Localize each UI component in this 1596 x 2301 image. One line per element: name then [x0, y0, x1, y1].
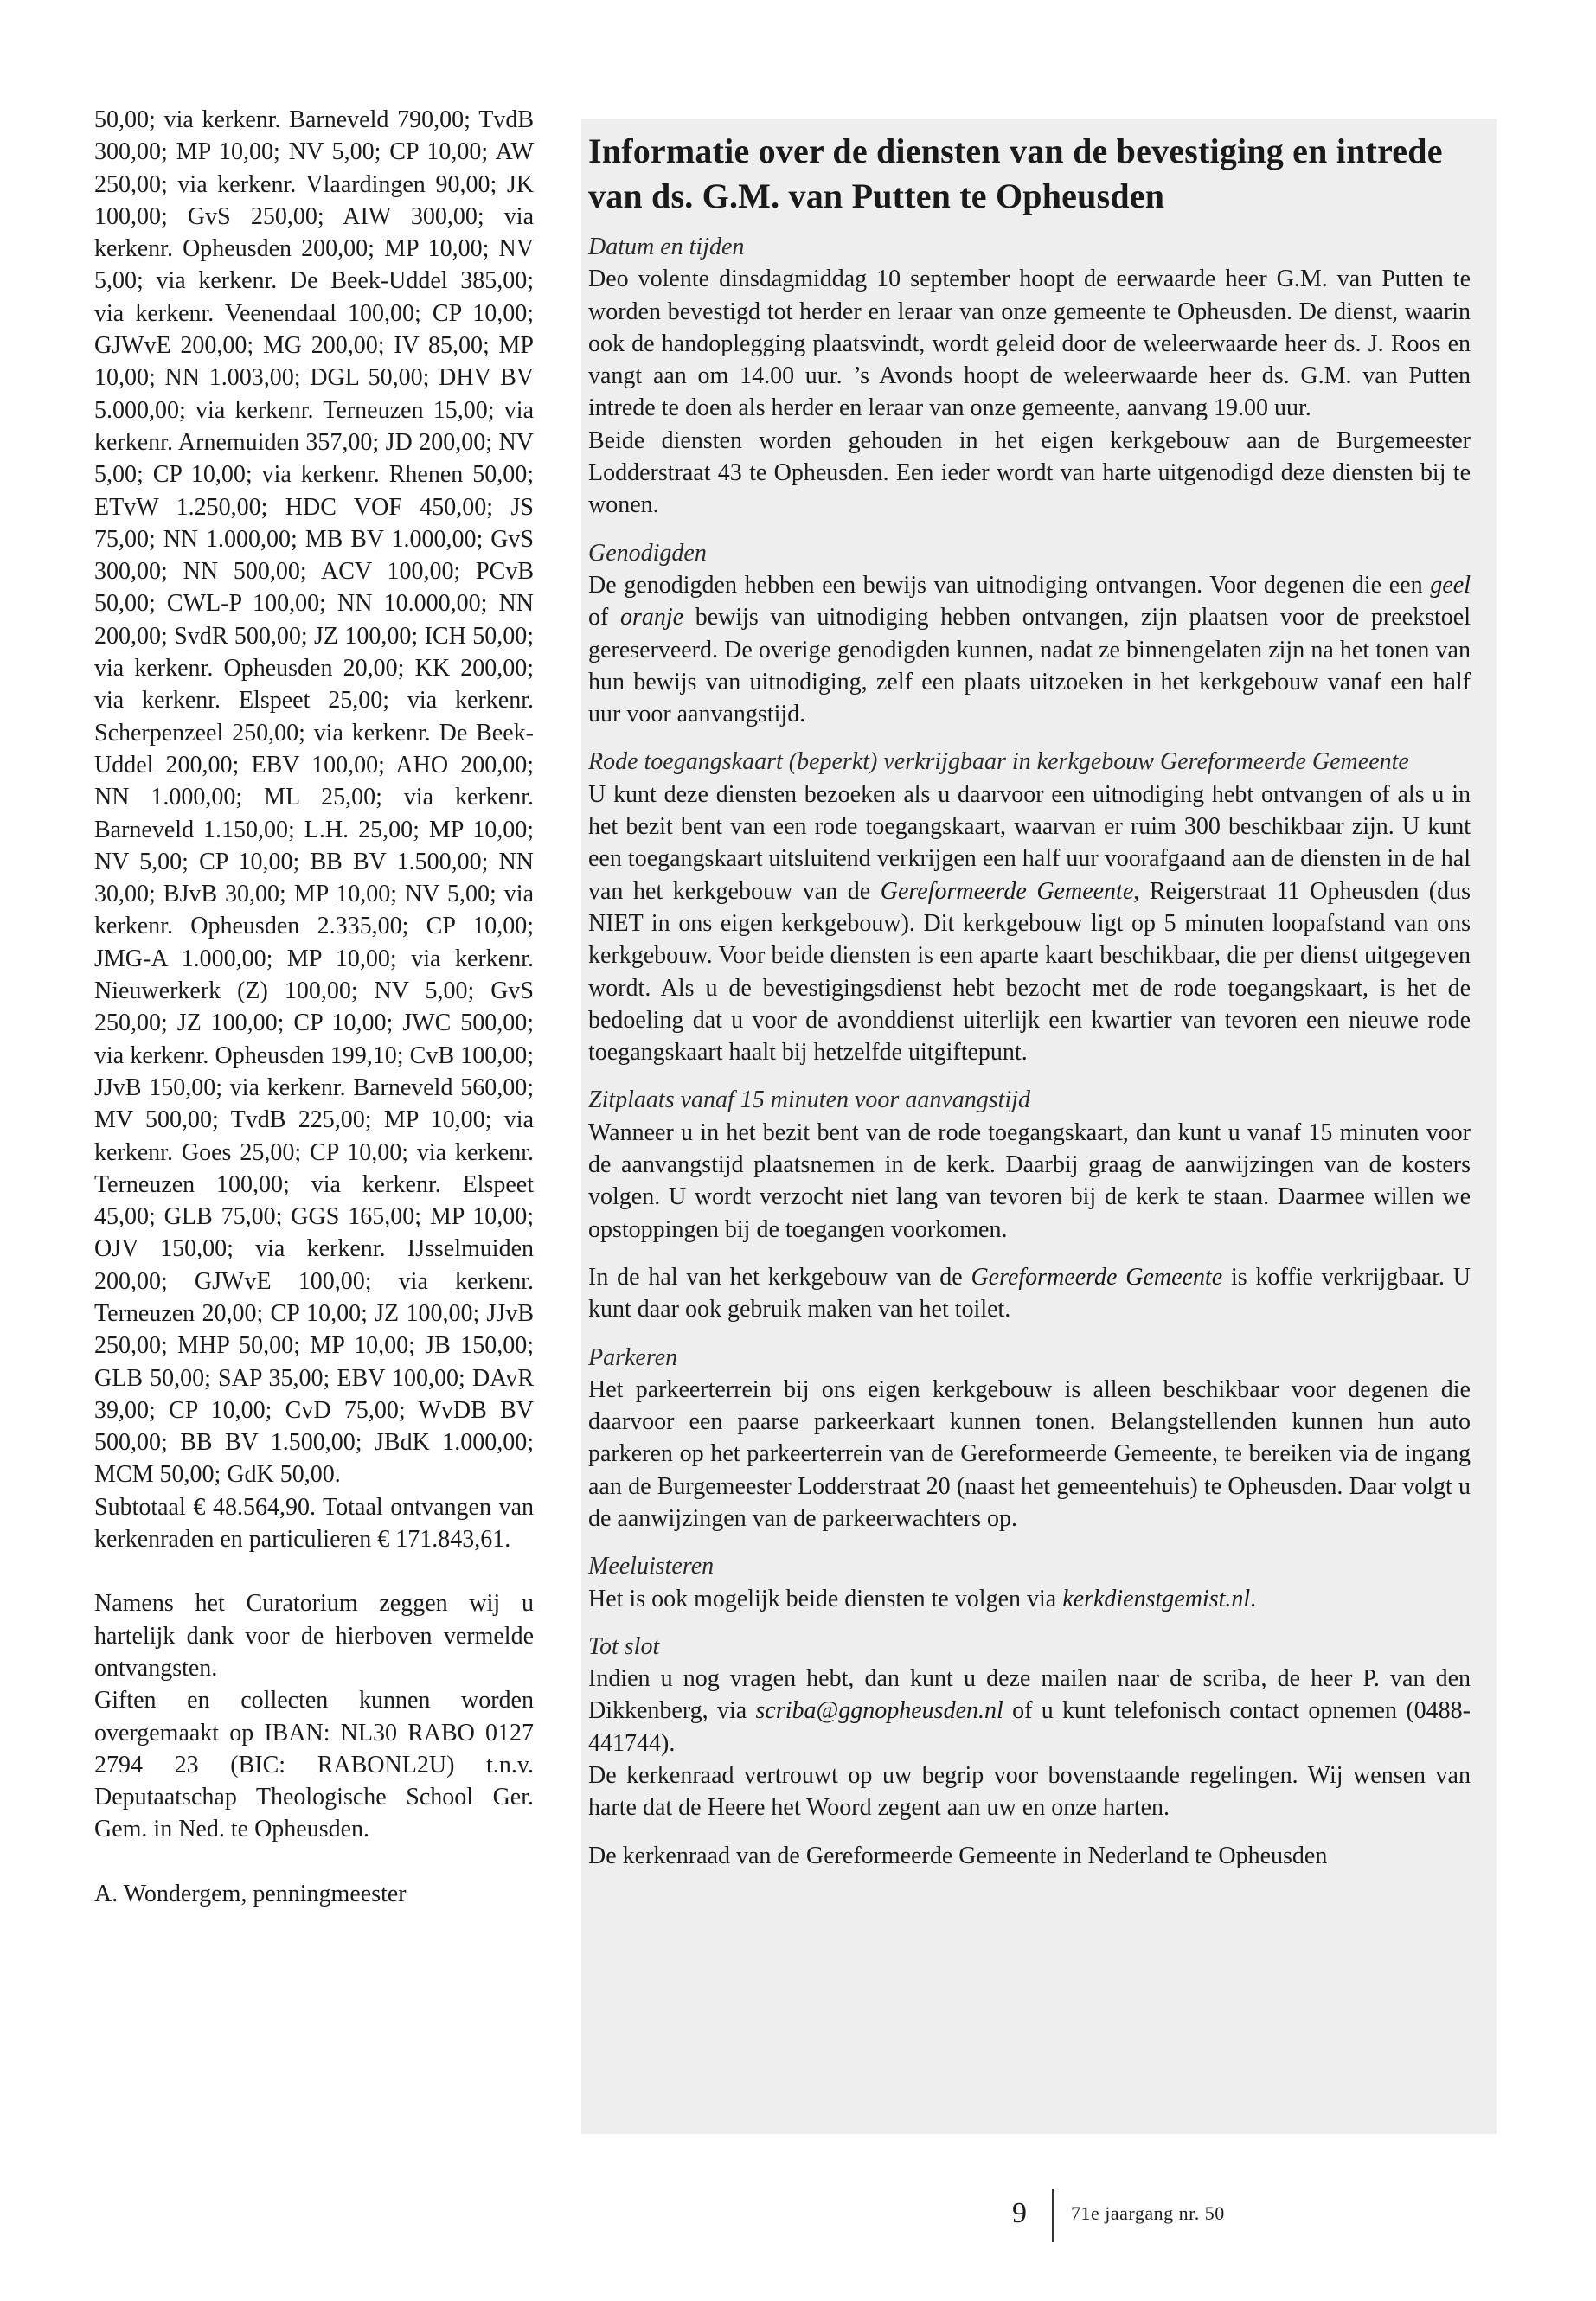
- paragraph: [588, 779, 1471, 1069]
- paragraph: De kerkenraad vertrouwt op uw begrip voor bovenstaande regelingen. Wij wensen van harte dat de Heere het Woord zegent aan uw en onze harten.: [588, 1762, 1471, 1822]
- emphasis-oranje: oranje: [619, 604, 684, 631]
- text-run: of u kunt telefonisch contact opnemen (0488-441744).: [588, 1697, 1471, 1757]
- footer-divider: [1052, 2189, 1054, 2242]
- text-run: of: [588, 604, 620, 631]
- paragraph: Beide diensten worden gehouden in het eigen kerkgebouw aan de Burgemeester Lodderstraat 43 te Opheusden. Een ieder wordt van harte uitgenodigd deze diensten bij te wonen.: [588, 426, 1471, 519]
- signature-penningmeester: A. Wondergem, penningmeester: [94, 1880, 407, 1907]
- overmaken-text: Giften en collecten kunnen worden overgemaakt op IBAN: NL30 RABO 0127 2794 23 (BIC: RABONL2U) t.n.v. Deputaatschap Theologische School Ger. Gem. in Ned. te Opheusden.: [94, 1687, 534, 1843]
- section-heading: Genodigden: [588, 539, 707, 567]
- section-heading: Zitplaats vanaf 15 minuten voor aanvangstijd: [588, 1086, 1030, 1114]
- section-heading: Datum en tijden: [588, 234, 745, 260]
- page-number: 9: [1012, 2197, 1027, 2229]
- text-run: Het is ook mogelijk beide diensten te volgen via: [588, 1585, 1063, 1612]
- paragraph: [588, 1583, 1471, 1615]
- section-heading: Meeluisteren: [588, 1553, 715, 1580]
- paragraph: [588, 569, 1471, 730]
- paragraph: Het parkeerterrein bij ons eigen kerkgebouw is alleen beschikbaar voor degenen die daarvoor een paarse parkeerkaart kunnen tonen. Belangstellenden kunnen hun auto parkeren op het parkeerterrein van de Gereformeerde Gemeente, te bereiken via de ingang aan de Burgemeester Lodderstraat 20 (naast het gemeentehuis) te Opheusden. Daar volgt u de aanwijzingen van de parkeerwachters op.: [588, 1375, 1471, 1532]
- section-heading: Tot slot: [588, 1632, 660, 1660]
- issue-info: 71e jaargang nr. 50: [1071, 2202, 1225, 2224]
- subtotaal-text: Subtotaal € 48.564,90. Totaal ontvangen van kerkenraden en particulieren € 171.843,61.: [94, 1493, 534, 1554]
- emphasis-gereformeerde-gemeente: Gereformeerde Gemeente: [880, 877, 1134, 905]
- text-run: U kunt deze diensten bezoeken als u daarvoor een uitnodiging hebt ontvangen of als u in het bezit bent van een rode toegangskaart, waarvan er ruim 300 beschikbaar zijn. U kunt een toegangskaart uitsluitend verkrijgen een half uur voorafgaand aan de diensten in de hal van het kerkgebouw van de: [588, 780, 1471, 905]
- paragraph: Deo volente dinsdagmiddag 10 september hoopt de eerwaarde heer G.M. van Putten te worden bevestigd tot herder en leraar van onze gemeente te Opheusden. De dienst, waarin ook de handoplegging plaatsvindt, wordt geleid door de weleerwaarde heer ds. J. Roos en vangt aan om 14.00 uur. ’s Avonds hoopt de weleerwaarde heer ds. G.M. van Putten intrede te doen als herder en leraar van onze gemeente, aanvang 19.00 uur.: [588, 266, 1471, 422]
- text-run: Indien u nog vragen hebt, dan kunt u deze mailen naar de scriba, de heer P. van den Dikkenberg, via: [588, 1665, 1471, 1725]
- emphasis-geel: geel: [1430, 571, 1471, 599]
- info-box: [581, 119, 1497, 2134]
- section-genodigden: [588, 537, 1471, 731]
- text-run: is koffie verkrijgbaar. U kunt daar ook gebruik maken van het toilet.: [588, 1263, 1471, 1324]
- text-run: .: [1250, 1585, 1257, 1612]
- info-box-content: [588, 129, 1471, 1888]
- section-meeluisteren: [588, 1550, 1471, 1615]
- emphasis-gereformeerde-gemeente: Gereformeerde Gemeente: [971, 1263, 1223, 1291]
- text-run: In de hal van het kerkgebouw van de: [588, 1263, 971, 1291]
- text-run: De genodigden hebben een bewijs van uitnodiging ontvangen. Voor degenen die een: [588, 571, 1431, 599]
- paragraph: [588, 1261, 1471, 1326]
- section-zitplaats: [588, 1084, 1471, 1325]
- dank-text: Namens het Curatorium zeggen wij u hartelijk dank voor de hierboven vermelde ontvangsten.: [94, 1590, 534, 1682]
- info-title: Informatie over de diensten van de bevestiging en intrede van ds. G.M. van Putten te Opheusden: [588, 131, 1443, 215]
- giften-list: 50,00; via kerkenr. Barneveld 790,00; TvdB 300,00; MP 10,00; NV 5,00; CP 10,00; AW 250,00; via kerkenr. Vlaardingen 90,00; JK 100,00; GvS 250,00; AIW 300,00; via kerkenr. Opheusden 200,00; MP 10,00; NV 5,00; via kerkenr. De Beek-Uddel 385,00; via kerkenr. Veenendaal 100,00; CP 10,00; GJWvE 200,00; MG 200,00; IV 85,00; MP 10,00; NN 1.003,00; DGL 50,00; DHV BV 5.000,00; via kerkenr. Terneuzen 15,00; via kerkenr. Arnemuiden 357,00; JD 200,00; NV 5,00; CP 10,00; via kerkenr. Rhenen 50,00; ETvW 1.250,00; HDC VOF 450,00; JS 75,00; NN 1.000,00; MB BV 1.000,00; GvS 300,00; NN 500,00; ACV 100,00; PCvB 50,00; CWL-P 100,00; NN 10.000,00; NN 200,00; SvdR 500,00; JZ 100,00; ICH 50,00; via kerkenr. Opheusden 20,00; KK 200,00; via kerkenr. Elspeet 25,00; via kerkenr. Scherpenzeel 250,00; via kerkenr. De Beek-Uddel 200,00; EBV 100,00; AHO 200,00; NN 1.000,00; ML 25,00; via kerkenr. Barneveld 1.150,00; L.H. 25,00; MP 10,00; NV 5,00; CP 10,00; BB BV 1.500,00; NN 30,00; BJvB 30,00; MP 10,00; NV 5,00; via kerkenr. Opheusden 2.335,00; CP 10,00; JMG-A 1.000,00; MP 10,00; via kerkenr. Nieuwerkerk (Z) 100,00; NV 5,00; GvS 250,00; JZ 100,00; CP 10,00; JWC 500,00; via kerkenr. Opheusden 199,10; CvB 100,00; JJvB 150,00; via kerkenr. Barneveld 560,00; MV 500,00; TvdB 225,00; MP 10,00; via kerkenr. Goes 25,00; CP 10,00; via kerkenr. Terneuzen 100,00; via kerkenr. Elspeet 45,00; GLB 75,00; GGS 165,00; MP 10,00; OJV 150,00; via kerkenr. IJsselmuiden 200,00; GJWvE 100,00; via kerkenr. Terneuzen 20,00; CP 10,00; JZ 100,00; JJvB 250,00; MHP 50,00; MP 10,00; JB 150,00; GLB 50,00; SAP 35,00; EBV 100,00; DAvR 39,00; CP 10,00; CvD 75,00; WvDB BV 500,00; BB BV 1.500,00; JBdK 1.000,00; MCM 50,00; GdK 50,00.: [94, 106, 534, 1489]
- paragraph: Wanneer u in het bezit bent van de rode toegangskaart, dan kunt u vanaf 15 minuten voor de aanvangstijd plaatsnemen in de kerk. Daarbij graag de aanwijzingen van de kosters volgen. U wordt verzocht niet lang van tevoren bij de kerk te staan. Daarmee willen we opstoppingen bij de toegangen voorkomen.: [588, 1118, 1471, 1243]
- section-rode-toegangskaart: [588, 746, 1471, 1068]
- text-run: , Reigerstraat 11 Opheusden (dus NIET in ons eigen kerkgebouw). Dit kerkgebouw ligt op 5 minuten loopafstand van ons kerkgebouw. Voor beide diensten is een aparte kaart beschikbaar, die per dienst uitgegeven wordt. Als u de bevestigingsdienst hebt bezocht met de rode toegangskaart, is het de bedoeling dat u voor de avonddienst uiterlijk een kwartier van tevoren een nieuwe rode toegangskaart haalt bij hetzelfde uitgiftepunt.: [588, 877, 1471, 1067]
- kerkenraad-signature: De kerkenraad van de Gereformeerde Gemeente in Nederland te Opheusden: [588, 1842, 1328, 1869]
- section-datum: [588, 231, 1471, 522]
- section-tot-slot: [588, 1631, 1471, 1872]
- left-column: [94, 104, 534, 1910]
- section-parkeren: [588, 1342, 1471, 1535]
- website-link: kerkdienstgemist.nl: [1062, 1585, 1251, 1612]
- email-address: scriba@ggnopheusden.nl: [755, 1697, 1003, 1725]
- paragraph: [588, 1663, 1471, 1759]
- text-run: bewijs van uitnodiging hebben ontvangen, zijn plaatsen voor de preekstoel gereserveerd. De overige genodigden kunnen, nadat ze binnengelaten zijn na het tonen van hun bewijs van uitnodiging, zelf een plaats uitzoeken in het kerkgebouw vanaf een half uur voor aanvangstijd.: [588, 604, 1471, 728]
- section-heading: Rode toegangskaart (beperkt) verkrijgbaar in kerkgebouw Gereformeerde Gemeente: [588, 748, 1409, 776]
- section-heading: Parkeren: [588, 1343, 678, 1371]
